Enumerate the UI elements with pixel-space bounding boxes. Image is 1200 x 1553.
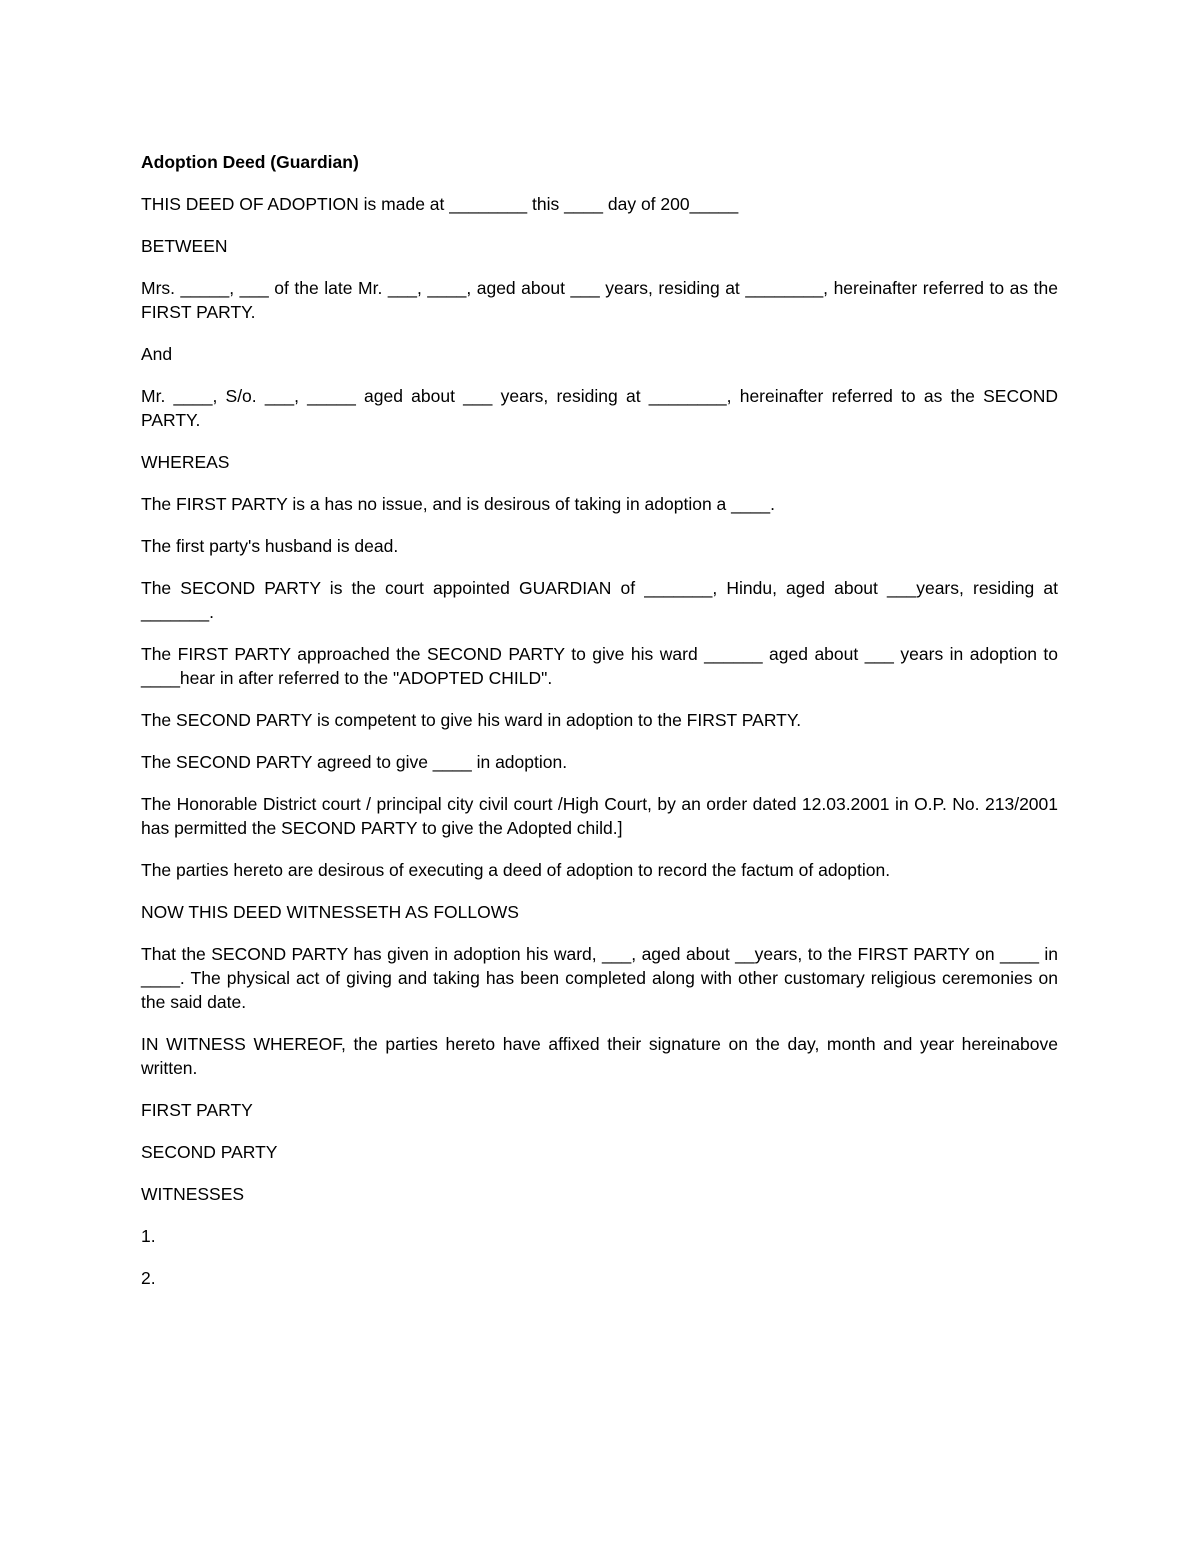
recital-guardian: The SECOND PARTY is the court appointed GUARDIAN of _______, Hindu, aged about ___years, residing at _______. (141, 578, 1058, 622)
first-party-description: Mrs. _____, ___ of the late Mr. ___, ____, aged about ___ years, residing at ________, hereinafter referred to as the FIRST PARTY. (141, 278, 1058, 322)
in-witness-clause: IN WITNESS WHEREOF, the parties hereto have affixed their signature on the day, month and year hereinabove written. (141, 1034, 1058, 1078)
witness-line-1: 1. (141, 1226, 156, 1246)
recital-desirous: The parties hereto are desirous of executing a deed of adoption to record the factum of adoption. (141, 860, 891, 880)
deed-opening-line: THIS DEED OF ADOPTION is made at ________ this ____ day of 200_____ (141, 194, 739, 214)
document-title: Adoption Deed (Guardian) (141, 152, 359, 172)
and-connector: And (141, 344, 173, 364)
second-party-description: Mr. ____, S/o. ___, _____ aged about ___ years, residing at ________, hereinafter referred to as the SECOND PARTY. (141, 386, 1058, 430)
whereas-heading: WHEREAS (141, 452, 230, 472)
document-body (141, 150, 1058, 1308)
second-party-signature-label: SECOND PARTY (141, 1142, 278, 1162)
recital-no-issue: The FIRST PARTY is a has no issue, and is desirous of taking in adoption a ____. (141, 494, 775, 514)
first-party-signature-label: FIRST PARTY (141, 1100, 253, 1120)
between-heading: BETWEEN (141, 236, 228, 256)
recital-agreed: The SECOND PARTY agreed to give ____ in adoption. (141, 752, 568, 772)
recital-court-order: The Honorable District court / principal city civil court /High Court, by an order dated 12.03.2001 in O.P. No. 213/2001 has permitted the SECOND PARTY to give the Adopted child.] (141, 794, 1058, 838)
witness-line-2: 2. (141, 1268, 156, 1288)
witnesseth-heading: NOW THIS DEED WITNESSETH AS FOLLOWS (141, 902, 519, 922)
recital-competent: The SECOND PARTY is competent to give his ward in adoption to the FIRST PARTY. (141, 710, 802, 730)
recital-approach: The FIRST PARTY approached the SECOND PARTY to give his ward ______ aged about ___ years in adoption to ____hear in after referred to the "ADOPTED CHILD". (141, 644, 1058, 688)
operative-clause: That the SECOND PARTY has given in adoption his ward, ___, aged about __years, to the FIRST PARTY on ____ in ____. The physical act of giving and taking has been completed along with other customary religious ceremonies on the said date. (141, 944, 1058, 1012)
recital-husband-dead: The first party's husband is dead. (141, 536, 399, 556)
witnesses-heading: WITNESSES (141, 1184, 245, 1204)
